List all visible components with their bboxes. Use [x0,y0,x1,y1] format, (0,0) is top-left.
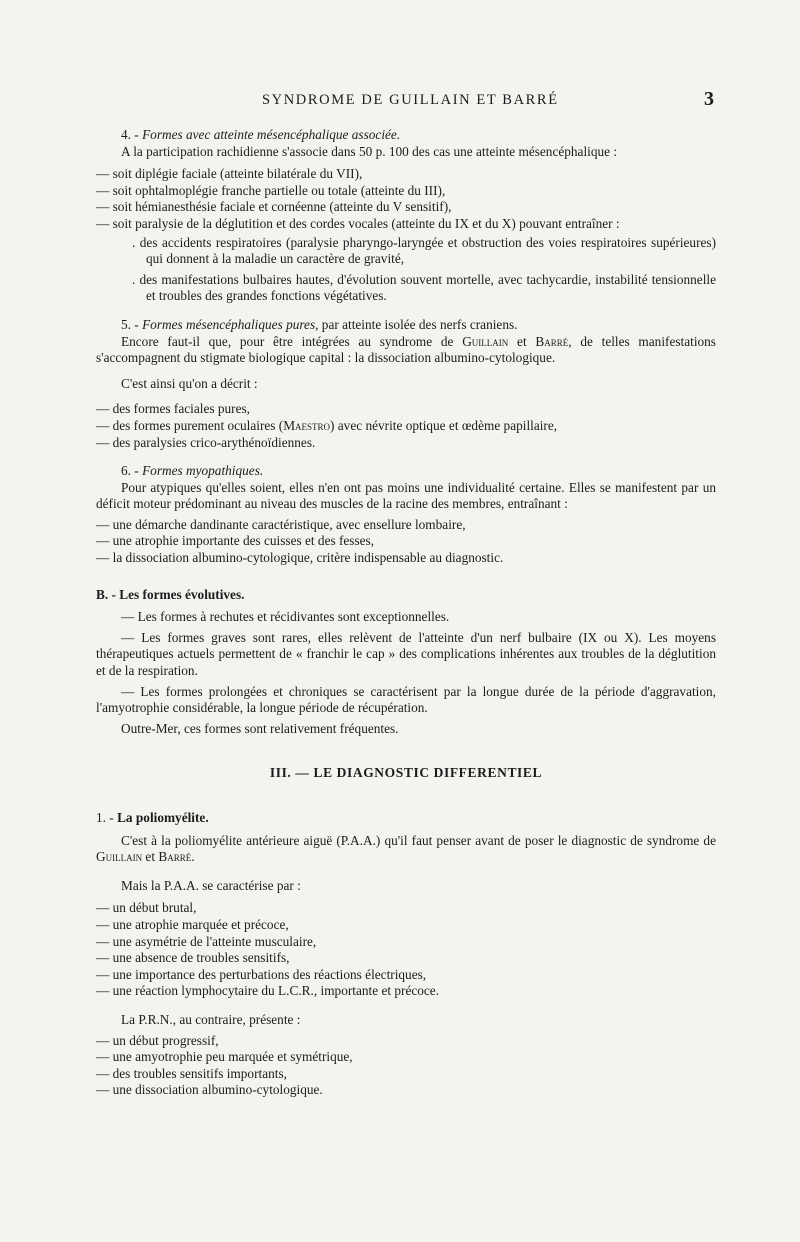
author-name: Guillain [96,849,143,865]
paragraph: C'est à la poliomyélite antérieure aiguë (P.A.A.) qu'il faut penser avant de poser le diagnostic de syndrome de Guillain et Barré. [96,832,716,865]
list-item: — soit ophtalmoplégie franche partielle ou totale (atteinte du III), [96,182,446,198]
section-5-heading [96,317,716,334]
page-body [96,127,716,1099]
sub-list-item: . des manifestations bulbaires hautes, d'évolution souvent mortelle, avec tachycardie, instabilité tensionnelle et troubles des grandes fonctions végétatives. [132,271,716,304]
list-item: — soit paralysie de la déglutition et des cordes vocales (atteinte du IX et du X) pouvant entraîner : [96,215,620,231]
sub-list-item: . des accidents respiratoires (paralysie pharyngo-laryngée et obstruction des voies respiratoires supérieures) qui donnent à la maladie un caractère de gravité, [132,234,716,267]
list-item: — des formes purement oculaires (Maestro) avec névrite optique et œdème papillaire, [96,417,558,433]
chapter-heading: III. — LE DIAGNOSTIC DIFFERENTIEL [269,765,543,781]
running-title: SYNDROME DE GUILLAIN ET BARRÉ [262,92,559,108]
paragraph: — Les formes à rechutes et récidivantes sont exceptionnelles. [121,609,450,625]
section-title-rest: par atteinte isolée des nerfs craniens. [318,316,518,332]
author-name: Maestro [283,417,331,433]
paragraph: La P.R.N., au contraire, présente : [121,1011,301,1027]
paragraph: A la participation rachidienne s'associe dans 50 p. 100 des cas une atteinte mésencéphalique : [121,143,618,159]
list-item: — une importance des perturbations des réactions électriques, [96,966,427,982]
list-item: — une réaction lymphocytaire du L.C.R., importante et précoce. [96,983,440,999]
section-title: Formes mésencéphaliques pures, [142,316,319,332]
section-number: 1. - [96,810,118,825]
section-number: 5. - [121,316,143,332]
author-name: Barré [535,333,569,349]
paragraph: Mais la P.A.A. se caractérise par : [121,877,301,893]
author-name: Guillain [462,333,509,349]
paragraph: Outre-Mer, ces formes sont relativement fréquentes. [121,720,399,736]
list-item: — une démarche dandinante caractéristique, avec ensellure lombaire, [96,516,466,532]
section-b-heading: B. - Les formes évolutives. [96,586,245,602]
list-item: — une asymétrie de l'atteinte musculaire, [96,933,317,949]
section-number: 4. - [121,127,143,142]
list-item: — la dissociation albumino-cytologique, critère indispensable au diagnostic. [96,550,504,566]
section-4-heading [96,127,716,144]
author-name: Barré [158,849,192,865]
section-title: Formes myopathiques. [142,463,264,479]
list-item: — des formes faciales pures, [96,401,250,417]
section-title: Formes avec atteinte mésencéphalique associée. [142,127,401,142]
list-item: — une absence de troubles sensitifs, [96,950,290,966]
section-title: La poliomyélite. [117,810,209,825]
list-item: — une amyotrophie peu marquée et symétrique, [96,1049,353,1065]
paragraph: Encore faut-il que, pour être intégrées au syndrome de Guillain et Barré, de telles manifestations s'accompagnent du stigmate biologique capital : la dissociation albumino-cytologique. [96,333,716,366]
list-item: — une atrophie marquée et précoce, [96,916,289,932]
page-number: 3 [704,88,714,110]
section-1-heading [96,810,716,827]
list-item: — soit diplégie faciale (atteinte bilatérale du VII), [96,166,363,182]
list-item: — soit hémianesthésie faciale et cornéenne (atteinte du V sensitif), [96,199,452,215]
paragraph: C'est ainsi qu'on a décrit : [121,375,258,391]
list-item: — des paralysies crico-arythénoïdiennes. [96,434,316,450]
paragraph: Pour atypiques qu'elles soient, elles n'en ont pas moins une individualité certaine. Elles se manifestent par un déficit moteur prédominant au niveau des muscles de la racine des membres, entraînant : [96,479,716,512]
list-item: — un début brutal, [96,900,197,916]
paragraph: — Les formes graves sont rares, elles relèvent de l'atteinte d'un nerf bulbaire (IX ou X). Les moyens thérapeutiques actuels permettent de « franchir le cap » des complications inhérentes aux troubles de la déglutition et de la respiration. [96,629,716,679]
paragraph: — Les formes prolongées et chroniques se caractérisent par la longue durée de la période d'aggravation, l'amyotrophie considérable, la longue période de récupération. [96,683,716,716]
section-number: 6. - [121,463,143,479]
list-item: — un début progressif, [96,1032,219,1048]
list-item: — une dissociation albumino-cytologique. [96,1082,323,1098]
page-header [0,90,800,112]
list-item: — des troubles sensitifs importants, [96,1065,287,1081]
section-6-heading [96,463,716,480]
list-item: — une atrophie importante des cuisses et des fesses, [96,533,375,549]
